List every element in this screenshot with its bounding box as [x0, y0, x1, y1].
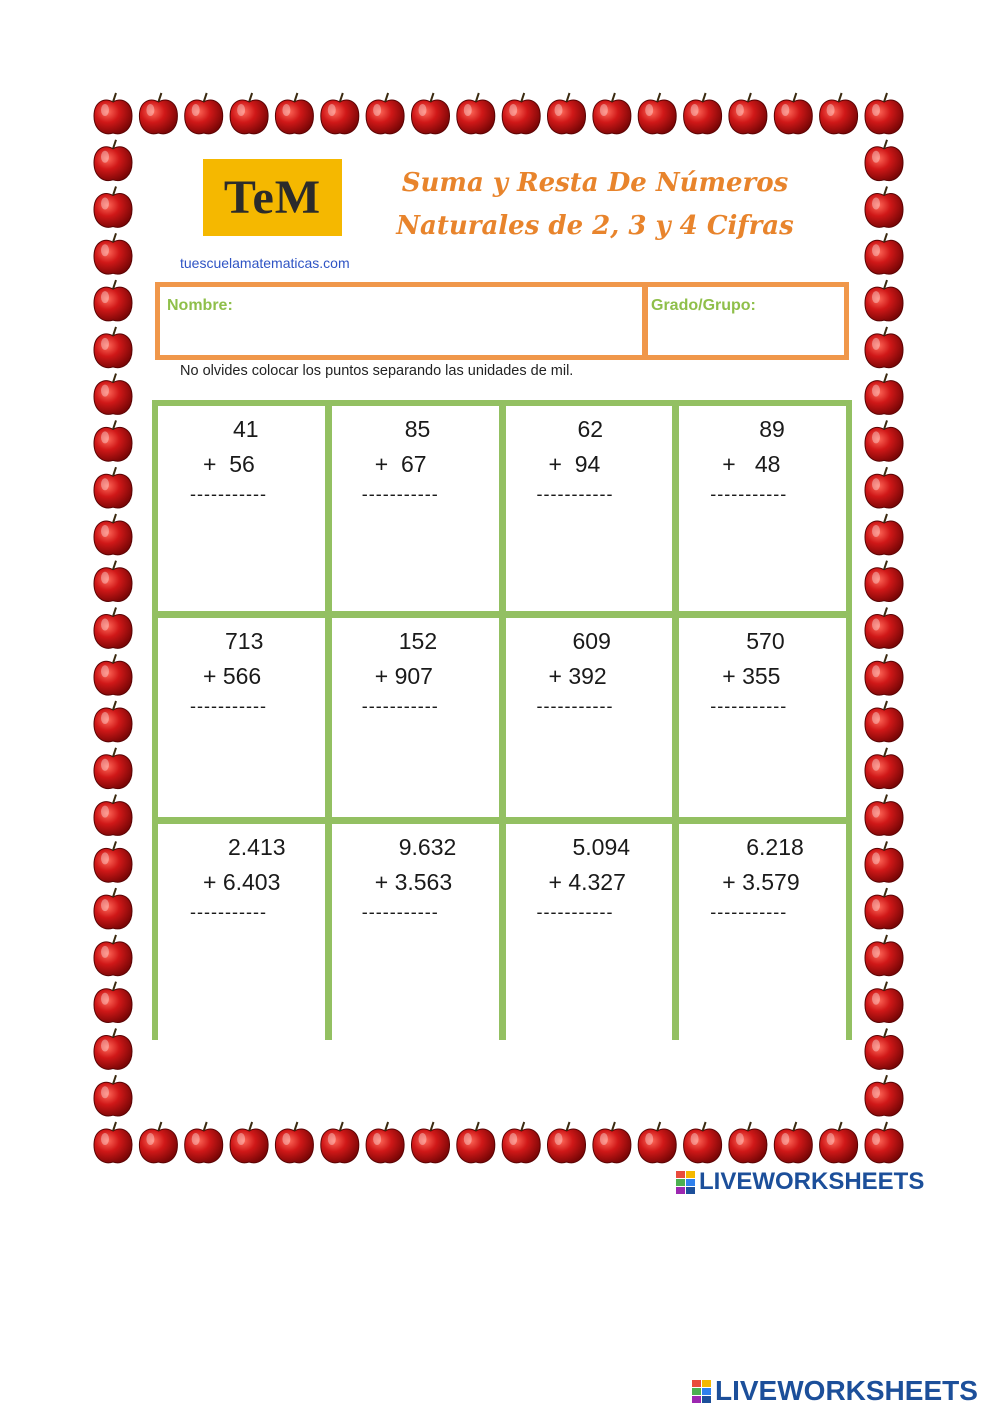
apple-decoration: [275, 1122, 313, 1163]
problem-cell[interactable]: [679, 824, 846, 1042]
problem-cell[interactable]: [679, 406, 846, 611]
problem-bottom-number: + 355: [722, 663, 781, 689]
apple-decoration: [729, 1122, 767, 1163]
problem-cell[interactable]: [158, 406, 325, 611]
apple-decoration: [502, 93, 540, 134]
problem-cell[interactable]: [332, 406, 499, 611]
problem-grid: [152, 400, 852, 1040]
problem-answer-line: -----------: [361, 902, 439, 922]
apple-decoration: [593, 93, 631, 134]
problem-cell[interactable]: [506, 618, 673, 817]
worksheet-title-line1: Suma y Resta De Números: [401, 168, 789, 198]
apple-decoration: [865, 140, 903, 181]
watermark-text: LIVEWORKSHEETS: [715, 1375, 978, 1406]
problem-answer-line: -----------: [710, 484, 788, 504]
apple-decoration: [412, 1122, 450, 1163]
apple-decoration: [865, 841, 903, 882]
apple-decoration: [865, 233, 903, 274]
apple-decoration: [275, 93, 313, 134]
apple-decoration: [865, 1122, 903, 1163]
problem-answer-line: -----------: [190, 902, 267, 922]
problem-answer-line: -----------: [190, 696, 267, 716]
apple-decoration: [366, 93, 404, 134]
instruction-text: No olvides colocar los puntos separando las unidades de mil.: [180, 363, 574, 379]
watermark-inner: [676, 1168, 924, 1196]
problem-answer-line: -----------: [536, 696, 614, 716]
form-divider: [642, 287, 648, 355]
problem-cell[interactable]: [332, 824, 499, 1042]
apple-decoration: [865, 561, 903, 602]
apple-decoration: [774, 1122, 812, 1163]
apple-decoration: [865, 935, 903, 976]
apple-decoration: [94, 420, 132, 461]
website-link[interactable]: tuescuelamatematicas.com: [180, 255, 350, 271]
apple-decoration: [820, 93, 858, 134]
apple-decoration: [94, 327, 132, 368]
problem-answer-line: -----------: [710, 696, 788, 716]
problem-bottom-number: + 56: [203, 451, 255, 477]
problem-answer-line: -----------: [710, 902, 788, 922]
apple-decoration: [865, 1029, 903, 1070]
grade-label: Grado/Grupo:: [651, 297, 756, 314]
apple-decoration: [94, 93, 132, 134]
liveworksheets-logo-icon: [676, 1171, 695, 1194]
problem-bottom-number: + 3.579: [722, 869, 800, 895]
apple-decoration: [366, 1122, 404, 1163]
problem-top-number: 6.218: [746, 834, 804, 860]
problem-cell[interactable]: [506, 824, 673, 1042]
apple-decoration: [865, 654, 903, 695]
apple-decoration: [321, 1122, 359, 1163]
problem-top-number: 85: [404, 416, 431, 442]
apple-decoration: [865, 93, 903, 134]
watermark-text: LIVEWORKSHEETS: [699, 1168, 925, 1195]
problem-top-number: 5.094: [572, 834, 631, 860]
problem-bottom-number: + 3.563: [374, 869, 453, 895]
apple-decoration: [865, 467, 903, 508]
apple-decoration: [865, 1075, 903, 1116]
name-label: Nombre:: [167, 297, 233, 314]
apple-decoration: [94, 888, 132, 929]
apple-decoration: [94, 467, 132, 508]
apple-decoration: [94, 841, 132, 882]
problem-bottom-number: + 6.403: [203, 869, 281, 895]
logo: [203, 159, 342, 236]
apple-decoration: [593, 1122, 631, 1163]
problem-top-number: 570: [746, 628, 785, 654]
apple-decoration: [865, 374, 903, 415]
problem-top-number: 2.413: [228, 834, 286, 860]
problem-cell[interactable]: [332, 618, 499, 817]
apple-decoration: [638, 93, 676, 134]
apple-decoration: [865, 187, 903, 228]
apple-decoration: [94, 982, 132, 1023]
problem-answer-line: -----------: [361, 696, 439, 716]
apple-decoration: [865, 795, 903, 836]
apple-decoration: [94, 701, 132, 742]
apple-decoration: [94, 1122, 132, 1163]
watermark-footer[interactable]: [692, 1375, 978, 1407]
apple-decoration: [94, 374, 132, 415]
apple-decoration: [230, 93, 268, 134]
apple-decoration: [865, 280, 903, 321]
problem-top-number: 713: [225, 628, 264, 654]
apple-decoration: [865, 420, 903, 461]
problem-answer-line: -----------: [536, 484, 614, 504]
problem-bottom-number: + 67: [374, 451, 427, 477]
apple-decoration: [94, 1029, 132, 1070]
name-grade-box: [155, 282, 849, 360]
apple-decoration: [865, 982, 903, 1023]
apple-decoration: [457, 93, 495, 134]
apple-decoration: [774, 93, 812, 134]
apple-decoration: [865, 608, 903, 649]
problem-cell[interactable]: [506, 406, 673, 611]
problem-top-number: 152: [398, 628, 438, 654]
problem-bottom-number: + 48: [722, 451, 781, 477]
apple-decoration: [321, 93, 359, 134]
problem-bottom-number: + 907: [374, 663, 433, 689]
logo-text: TeM: [223, 171, 322, 224]
apple-decoration: [865, 327, 903, 368]
apple-decoration: [684, 1122, 722, 1163]
problem-top-number: 41: [233, 416, 259, 442]
problem-answer-line: -----------: [361, 484, 439, 504]
apple-decoration: [638, 1122, 676, 1163]
apple-decoration: [94, 795, 132, 836]
problem-cell[interactable]: [679, 618, 846, 817]
apple-decoration: [729, 93, 767, 134]
liveworksheets-logo-icon: [692, 1380, 711, 1403]
problem-bottom-number: + 392: [548, 663, 607, 689]
worksheet-title-line2: Naturales de 2, 3 y 4 Cifras: [396, 211, 794, 241]
problem-top-number: 89: [759, 416, 785, 442]
problem-answer-line: -----------: [190, 484, 267, 504]
apple-decoration: [94, 187, 132, 228]
apple-decoration: [548, 93, 586, 134]
apple-decoration: [94, 608, 132, 649]
apple-decoration: [865, 514, 903, 555]
apple-decoration: [94, 654, 132, 695]
problem-top-number: 609: [572, 628, 611, 654]
apple-decoration: [94, 935, 132, 976]
apple-decoration: [865, 748, 903, 789]
apple-decoration: [94, 280, 132, 321]
problem-bottom-number: + 4.327: [548, 869, 626, 895]
apple-decoration: [139, 1122, 177, 1163]
apple-decoration: [548, 1122, 586, 1163]
apple-decoration: [94, 233, 132, 274]
apple-decoration: [185, 1122, 223, 1163]
problem-cell[interactable]: [158, 824, 325, 1042]
apple-decoration: [684, 93, 722, 134]
problem-cell[interactable]: [158, 618, 325, 817]
apple-decoration: [139, 93, 177, 134]
apple-decoration: [230, 1122, 268, 1163]
apple-decoration: [94, 748, 132, 789]
problem-bottom-number: + 94: [548, 451, 601, 477]
problem-bottom-number: + 566: [203, 663, 262, 689]
problem-top-number: 9.632: [398, 834, 457, 860]
apple-decoration: [94, 561, 132, 602]
apple-decoration: [865, 701, 903, 742]
problem-answer-line: -----------: [536, 902, 614, 922]
apple-decoration: [865, 888, 903, 929]
apple-decoration: [185, 93, 223, 134]
apple-decoration: [412, 93, 450, 134]
apple-decoration: [457, 1122, 495, 1163]
apple-decoration: [94, 514, 132, 555]
apple-decoration: [94, 1075, 132, 1116]
apple-decoration: [820, 1122, 858, 1163]
problem-top-number: 62: [577, 416, 604, 442]
apple-decoration: [502, 1122, 540, 1163]
apple-decoration: [94, 140, 132, 181]
